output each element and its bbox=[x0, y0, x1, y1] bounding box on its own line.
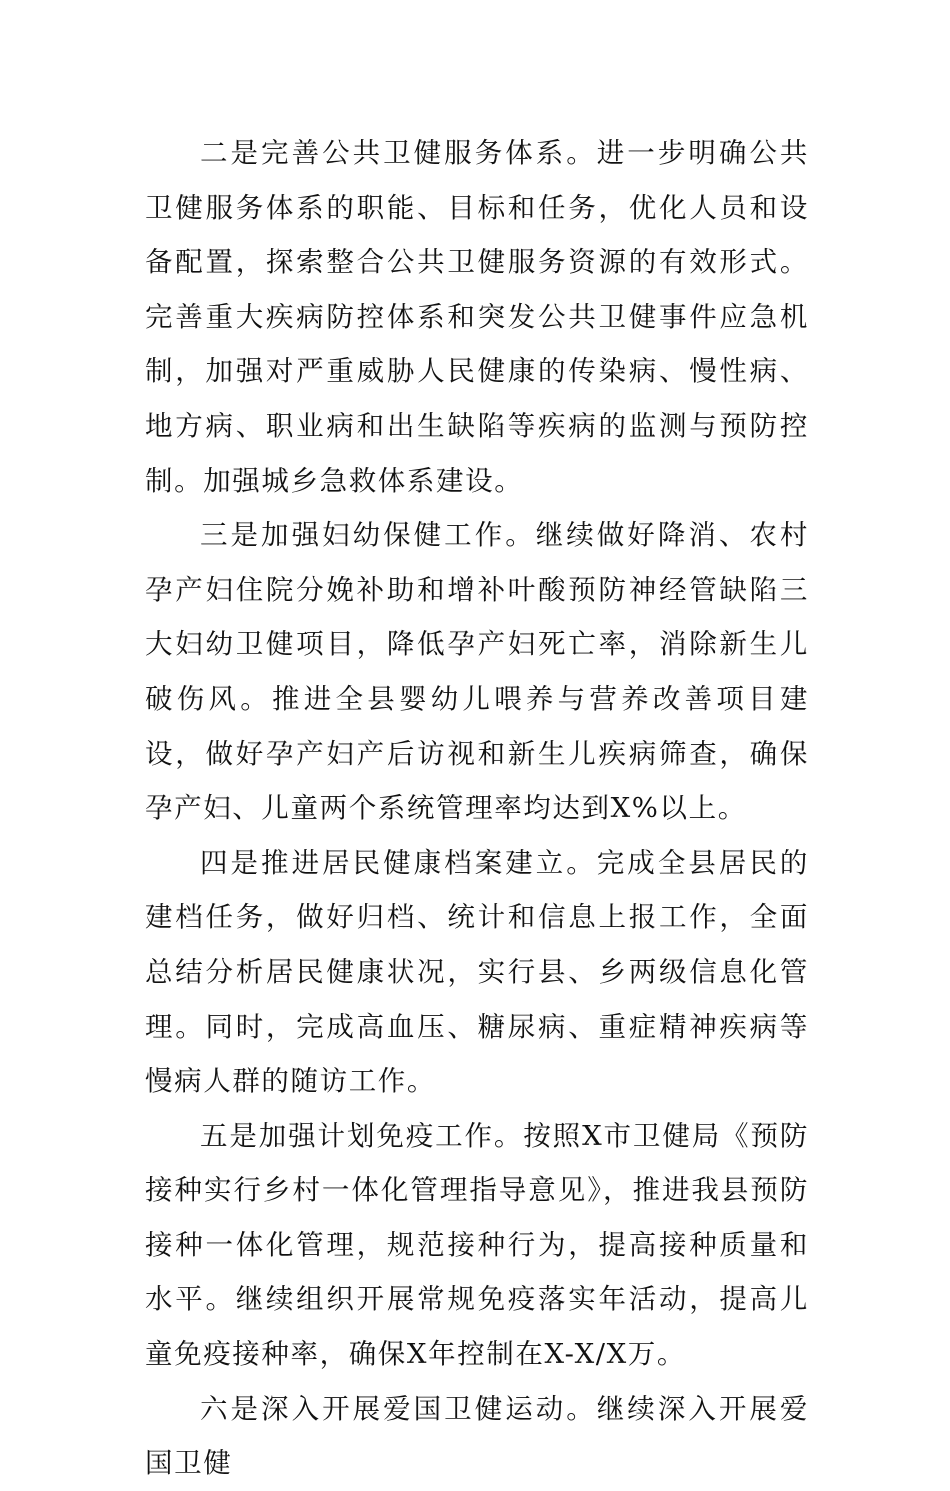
paragraph-health-records: 四是推进居民健康档案建立。完成全县居民的建档任务，做好归档、统计和信息上报工作，全面总结分析居民健康状况，实行县、乡两级信息化管理。同时，完成高血压、糖尿病、重症精神疾病等慢病人群的随访工作。 bbox=[145, 846, 809, 1098]
paragraph-immunization: 五是加强计划免疫工作。按照X市卫健局《预防接种实行乡村一体化管理指导意见》，推进我县预防接种一体化管理，规范接种行为，提高接种质量和水平。继续组织开展常规免疫落实年活动，提高儿童免疫接种率，确保X年控制在X-X/X万。 bbox=[145, 1119, 809, 1371]
paragraph-public-health-system: 二是完善公共卫健服务体系。进一步明确公共卫健服务体系的职能、目标和任务，优化人员和设备配置，探索整合公共卫健服务资源的有效形式。完善重大疾病防控体系和突发公共卫健事件应急机制，加强对严重威胁人民健康的传染病、慢性病、地方病、职业病和出生缺陷等疾病的监测与预防控制。加强城乡急救体系建设。 bbox=[145, 137, 809, 497]
paragraph-maternal-child-health: 三是加强妇幼保健工作。继续做好降消、农村孕产妇住院分娩补助和增补叶酸预防神经管缺陷三大妇幼卫健项目，降低孕产妇死亡率，消除新生儿破伤风。推进全县婴幼儿喂养与营养改善项目建设，做好孕产妇产后访视和新生儿疾病筛查，确保孕产妇、儿童两个系统管理率均达到X%以上。 bbox=[145, 519, 809, 825]
document-body bbox=[145, 126, 809, 1491]
paragraph-patriotic-health-campaign: 六是深入开展爱国卫健运动。继续深入开展爱国卫健 bbox=[145, 1392, 809, 1480]
